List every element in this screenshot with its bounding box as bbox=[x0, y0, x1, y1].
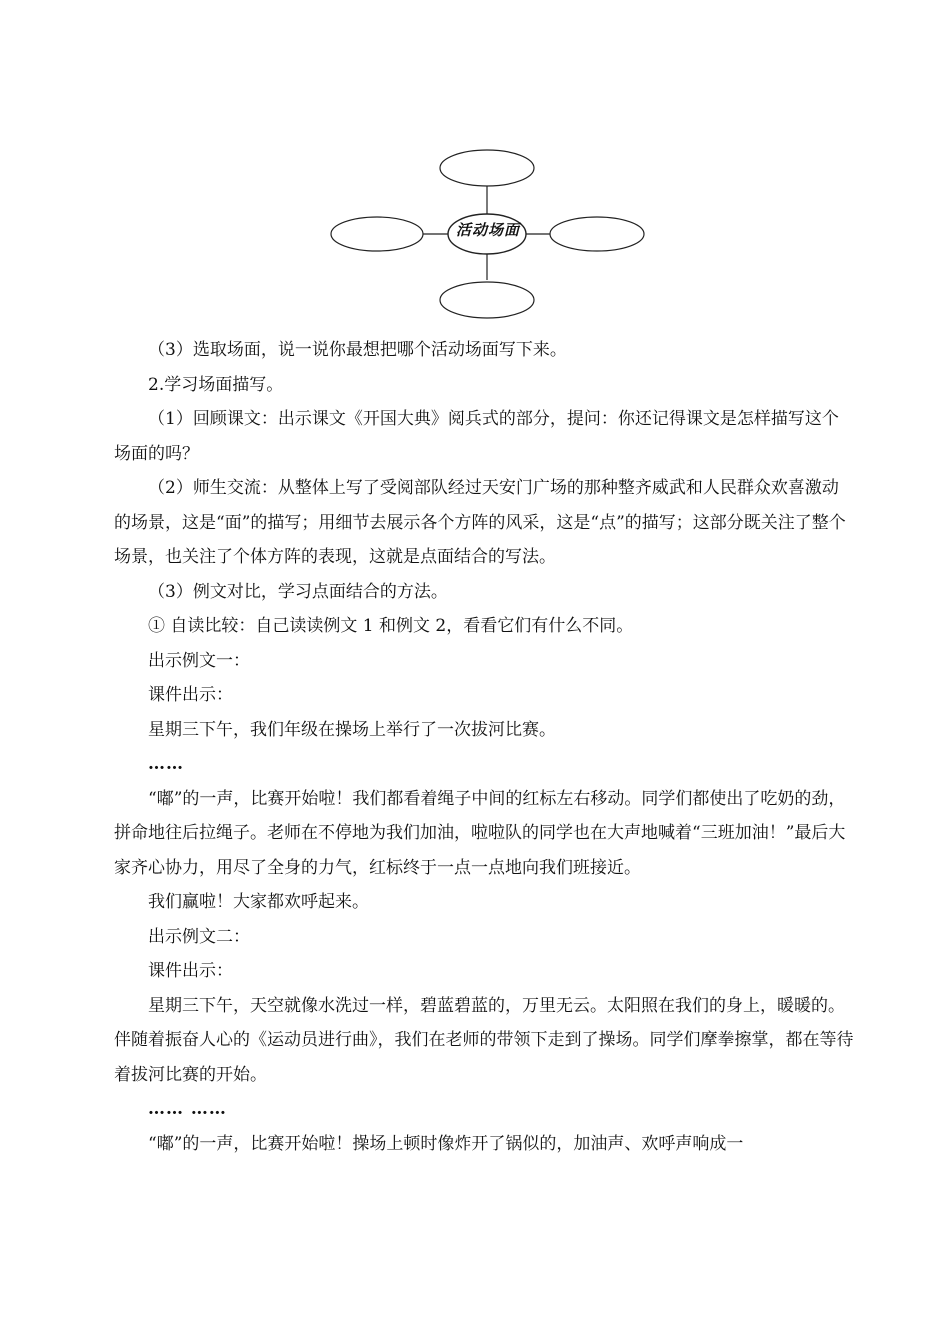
paragraph-courseware-label-2: 课件出示： bbox=[148, 961, 233, 981]
paragraph-example-two-label: 出示例文二： bbox=[148, 926, 250, 947]
paragraph-section-heading: 2.学习场面描写。 bbox=[148, 374, 284, 395]
center-node-label: 活动场面 bbox=[455, 221, 520, 239]
node-bottom bbox=[440, 282, 534, 318]
paragraph-example-one-ending: 我们赢啦！大家都欢呼起来。 bbox=[148, 892, 369, 912]
node-left bbox=[331, 217, 423, 251]
node-right bbox=[550, 217, 644, 251]
paragraph-courseware-label-1: 课件出示： bbox=[148, 685, 233, 705]
lesson-body bbox=[114, 333, 854, 1161]
paragraph-discussion: （2）师生交流：从整体上写了受阅部队经过天安门广场的那种整齐威武和人民群众欢喜激动的场景，这是“面”的描写；用细节去展示各个方阵的风采，这是“点”的描写；这部分既关注了整个场景，也关注了个体方阵的表现，这就是点面结合的写法。 bbox=[114, 478, 846, 567]
paragraph-example-two-opening: 星期三下午，天空就像水洗过一样，碧蓝碧蓝的，万里无云。太阳照在我们的身上，暖暖的。伴随着振奋人心的《运动员进行曲》，我们在老师的带领下走到了操场。同学们摩拳擦掌，都在等待着拔河比赛的开始。 bbox=[114, 995, 854, 1085]
paragraph-review-text: （1）回顾课文：出示课文《开国大典》阅兵式的部分，提问：你还记得课文是怎样描写这个场面的吗？ bbox=[114, 409, 839, 464]
paragraph-example-one-label: 出示例文一： bbox=[148, 650, 250, 671]
paragraph-select-scene: （3）选取场面，说一说你最想把哪个活动场面写下来。 bbox=[148, 340, 567, 360]
activity-scene-mind-map bbox=[320, 148, 660, 320]
paragraph-example-two-body: “嘟”的一声，比赛开始啦！操场上顿时像炸开了锅似的，加油声、欢呼声响成一 bbox=[148, 1133, 744, 1154]
paragraph-self-reading: ① 自读比较：自己读读例文 1 和例文 2，看看它们有什么不同。 bbox=[148, 616, 634, 636]
paragraph-example-one-body: “嘟”的一声，比赛开始啦！我们都看着绳子中间的红标左右移动。同学们都使出了吃奶的劲，拼命地往后拉绳子。老师在不停地为我们加油，啦啦队的同学也在大声地喊着“三班加油！”最后大家齐心协力，用尽了全身的力气，红标终于一点一点地向我们班接近。 bbox=[114, 788, 846, 878]
node-top bbox=[440, 150, 534, 186]
ellipsis-2: …… …… bbox=[148, 1099, 227, 1119]
paragraph-example-one-opening: 星期三下午，我们年级在操场上举行了一次拔河比赛。 bbox=[148, 719, 556, 740]
ellipsis-1: …… bbox=[148, 754, 184, 774]
paragraph-compare-examples: （3）例文对比，学习点面结合的方法。 bbox=[148, 581, 448, 602]
